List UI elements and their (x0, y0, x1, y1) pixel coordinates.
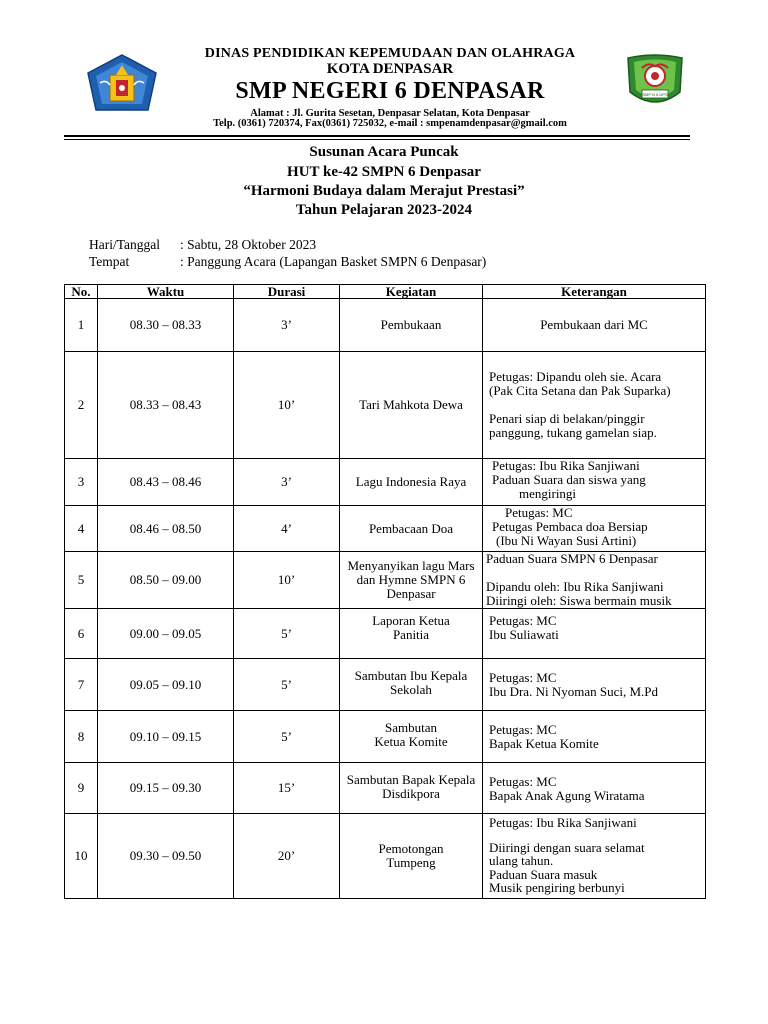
row-waktu: 08.33 – 08.43 (98, 352, 234, 459)
row-keterangan (483, 659, 706, 711)
school-emblem-text: SMP N 6 DPS (642, 92, 668, 97)
row-keterangan (483, 459, 706, 506)
row-keterangan (483, 552, 706, 609)
row-no: 4 (65, 506, 98, 552)
col-header-durasi: Durasi (234, 285, 340, 299)
row-waktu: 09.05 – 09.10 (98, 659, 234, 711)
doc-title-line2: HUT ke-42 SMPN 6 Denpasar (287, 164, 481, 180)
date-label: Hari/Tanggal (89, 237, 161, 252)
row-waktu: 08.46 – 08.50 (98, 506, 234, 552)
school-address: Alamat : Jl. Gurita Sesetan, Denpasar Selatan, Kota Denpasar (250, 108, 530, 119)
row-no: 9 (65, 763, 98, 814)
ket-line: Pembukaan dari MC (540, 317, 648, 332)
row-no: 7 (65, 659, 98, 711)
row-durasi: 20’ (234, 814, 340, 899)
doc-title-theme: “Harmoni Budaya dalam Merajut Prestasi” (243, 183, 525, 199)
table-row (65, 814, 706, 899)
row-keterangan (483, 506, 706, 552)
row-durasi: 5’ (234, 609, 340, 659)
table-header-row (65, 285, 706, 299)
school-contact: Telp. (0361) 720374, Fax(0361) 725032, e-mail : smpenamdenpasar@gmail.com (213, 118, 567, 129)
ket-line: (Pak Cita Setana dan Pak Suparka) (489, 383, 671, 398)
row-kegiatan: Pembukaan (340, 299, 483, 352)
table-row (65, 552, 706, 609)
row-kegiatan: Menyanyikan lagu Mars dan Hymne SMPN 6 Denpasar (340, 552, 483, 609)
ket-line: Petugas: MC (489, 670, 557, 685)
date-value: : Sabtu, 28 Oktober 2023 (180, 237, 317, 252)
doc-title-year: Tahun Pelajaran 2023-2024 (295, 202, 473, 218)
row-keterangan (483, 814, 706, 899)
row-no: 5 (65, 552, 98, 609)
city-name: KOTA DENPASAR (326, 61, 454, 77)
table-row (65, 659, 706, 711)
ket-line: Petugas Pembaca doa Bersiap (492, 519, 648, 534)
ket-line: Petugas: Dipandu oleh sie. Acara (489, 369, 662, 384)
row-keterangan (483, 609, 706, 659)
row-kegiatan: Sambutan Ketua Komite (340, 711, 483, 763)
col-header-waktu: Waktu (98, 285, 234, 299)
row-durasi: 5’ (234, 711, 340, 763)
col-header-keterangan: Keterangan (483, 285, 706, 299)
row-durasi: 10’ (234, 552, 340, 609)
row-kegiatan: Lagu Indonesia Raya (340, 459, 483, 506)
row-keterangan (483, 763, 706, 814)
ket-line: Ibu Dra. Ni Nyoman Suci, M.Pd (489, 684, 658, 699)
ket-line: Ibu Suliawati (489, 627, 559, 642)
row-durasi: 3’ (234, 459, 340, 506)
ket-line: Bapak Ketua Komite (489, 736, 599, 751)
row-durasi: 4’ (234, 506, 340, 552)
table-row (65, 609, 706, 659)
ket-line: Paduan Suara dan siswa yang (492, 472, 646, 487)
ket-line: Diiringi dengan suara selamat (489, 839, 645, 855)
ket-line: Paduan Suara masuk (489, 866, 598, 882)
table-row (65, 352, 706, 459)
row-keterangan (483, 299, 706, 352)
ket-line: Bapak Anak Agung Wiratama (489, 788, 645, 803)
place-label: Tempat (89, 254, 130, 269)
doc-title-line1: Susunan Acara Puncak (309, 144, 459, 160)
ket-line: panggung, tukang gamelan siap. (489, 425, 657, 440)
table-row (65, 299, 706, 352)
ket-line: ulang tahun. (489, 853, 554, 868)
row-durasi: 15’ (234, 763, 340, 814)
row-kegiatan: Pembacaan Doa (340, 506, 483, 552)
row-no: 3 (65, 459, 98, 506)
ket-line: Paduan Suara SMPN 6 Denpasar (486, 551, 658, 566)
row-waktu: 08.43 – 08.46 (98, 459, 234, 506)
row-durasi: 10’ (234, 352, 340, 459)
row-waktu: 08.30 – 08.33 (98, 299, 234, 352)
row-waktu: 09.00 – 09.05 (98, 609, 234, 659)
table-row (65, 763, 706, 814)
row-waktu: 08.50 – 09.00 (98, 552, 234, 609)
row-kegiatan: Pemotongan Tumpeng (340, 814, 483, 899)
place-line (89, 254, 486, 270)
row-waktu: 09.10 – 09.15 (98, 711, 234, 763)
row-durasi: 3’ (234, 299, 340, 352)
table-row (65, 506, 706, 552)
col-header-kegiatan: Kegiatan (340, 285, 483, 299)
row-no: 1 (65, 299, 98, 352)
schedule-table (64, 284, 706, 899)
row-no: 6 (65, 609, 98, 659)
date-line (89, 237, 316, 253)
place-value: : Panggung Acara (Lapangan Basket SMPN 6 Denpasar) (180, 254, 487, 269)
ket-line: Petugas: MC (489, 613, 557, 628)
ket-line: mengiringi (519, 486, 577, 501)
letterhead-rule-thick (64, 135, 690, 137)
ket-line: Musik pengiring berbunyi (489, 880, 625, 895)
row-no: 2 (65, 352, 98, 459)
ket-line: Petugas: MC (505, 505, 573, 520)
row-no: 8 (65, 711, 98, 763)
ket-line: Dipandu oleh: Ibu Rika Sanjiwani (486, 579, 664, 594)
row-keterangan (483, 711, 706, 763)
row-waktu: 09.15 – 09.30 (98, 763, 234, 814)
table-row (65, 459, 706, 506)
col-header-no: No. (65, 285, 98, 299)
ket-line: Petugas: Ibu Rika Sanjiwani (492, 458, 640, 473)
ket-line: Diiringi oleh: Siswa bermain musik (486, 593, 672, 608)
denpasar-city-emblem-icon (86, 53, 158, 113)
row-waktu: 09.30 – 09.50 (98, 814, 234, 899)
school-name: SMP NEGERI 6 DENPASAR (235, 78, 545, 104)
ket-line: (Ibu Ni Wayan Susi Artini) (496, 533, 637, 548)
agency-name: DINAS PENDIDIKAN KEPEMUDAAN DAN OLAHRAGA (204, 46, 576, 61)
row-kegiatan: Sambutan Ibu Kepala Sekolah (340, 659, 483, 711)
ket-line: Petugas: MC (489, 774, 557, 789)
row-kegiatan: Sambutan Bapak Kepala Disdikpora (340, 763, 483, 814)
row-kegiatan: Laporan Ketua Panitia (340, 609, 483, 659)
table-row (65, 711, 706, 763)
row-keterangan (483, 352, 706, 459)
ket-line: Petugas: MC (489, 722, 557, 737)
ket-line: Petugas: Ibu Rika Sanjiwani (489, 815, 637, 830)
row-durasi: 5’ (234, 659, 340, 711)
ket-line: Penari siap di belakan/pinggir (489, 411, 645, 426)
letterhead-rule-thin (64, 139, 690, 140)
row-no: 10 (65, 814, 98, 899)
row-kegiatan: Tari Mahkota Dewa (340, 352, 483, 459)
school-emblem-icon (622, 52, 688, 112)
